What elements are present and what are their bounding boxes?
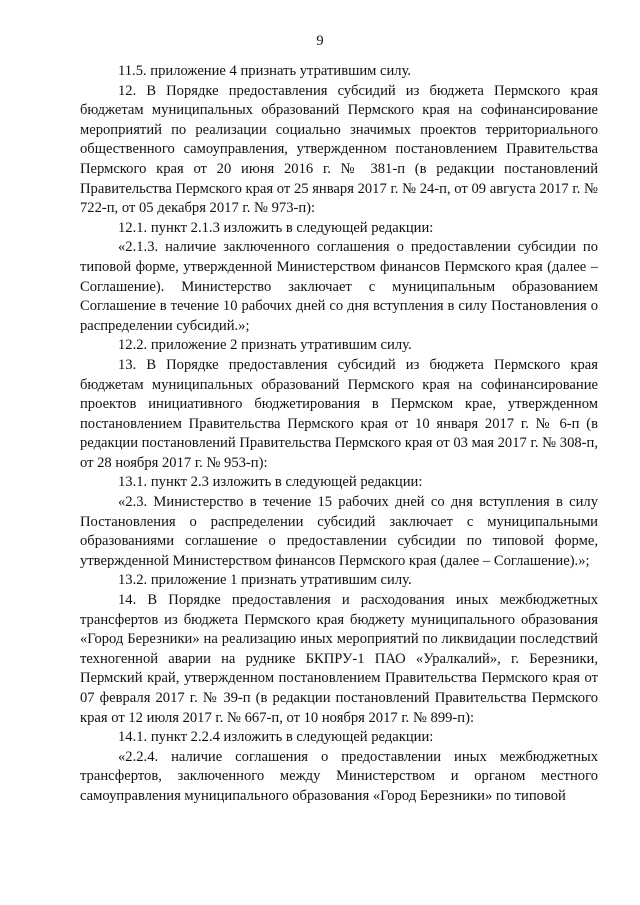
document-body: [80, 62, 598, 807]
paragraph-13-2: 13.2. приложение 1 признать утратившим силу.: [118, 572, 412, 589]
paragraph-12-1: 12.1. пункт 2.1.3 изложить в следующей редакции:: [118, 219, 434, 236]
paragraph-13: 13. В Порядке предоставления субсидий из бюджета Пермского края бюджетам муниципальных образований Пермского края на софинансирование проектов инициативного бюджетирования в Пермском крае, утвержденном постановлением Правительства Пермского края от 10 января 2017 г. № 6-п (в редакции постановлений Правительства Пермского края от 03 мая 2017 г. № 308-п, от 28 ноября 2017 г. № 953-п):: [80, 356, 598, 471]
paragraph-14-1: 14.1. пункт 2.2.4 изложить в следующей редакции:: [118, 729, 434, 746]
paragraph-2-3: «2.3. Министерство в течение 15 рабочих дней со дня вступления в силу Постановления о распределении субсидий заключает с муниципальными образованиями соглашение о предоставлении субсидии по типовой форме, утвержденной Министерством финансов Пермского края (далее – Соглашение).»;: [80, 494, 598, 569]
paragraph-11-5: 11.5. приложение 4 признать утратившим силу.: [118, 63, 412, 79]
page-number: 9: [316, 33, 324, 49]
paragraph-2-1-3: «2.1.3. наличие заключенного соглашения о предоставлении субсидии по типовой форме, утвержденной Министерством финансов Пермского края (далее – Соглашение). Министерство заключает с муниципальным образованием Соглашение в течение 10 рабочих дней со дня вступления в силу Постановления о распределении субсидий.»;: [80, 239, 598, 334]
paragraph-13-1: 13.1. пункт 2.3 изложить в следующей редакции:: [118, 474, 423, 491]
paragraph-12-2: 12.2. приложение 2 признать утратившим силу.: [118, 337, 412, 354]
paragraph-12: 12. В Порядке предоставления субсидий из бюджета Пермского края бюджетам муниципальных образований Пермского края на софинансирование мероприятий по реализации социально значимых проектов территориального общественного самоуправления, утвержденном постановлением Правительства Пермского края от 20 июня 2016 г. № 381-п (в редакции постановлений Правительства Пермского края от 25 января 2017 г. № 24-п, от 09 августа 2017 г. № 722-п, от 05 декабря 2017 г. № 973-п):: [80, 82, 598, 217]
paragraph-14: 14. В Порядке предоставления и расходования иных межбюджетных трансфертов из бюджета Пермского края бюджету муниципального образования «Город Березники» на реализацию иных мероприятий по ликвидации последствий техногенной аварии на руднике БКПРУ-1 ПАО «Уралкалий», г. Березники, Пермский край, утвержденном постановлением Правительства Пермского края от 07 февраля 2017 г. № 39-п (в редакции постановлений Правительства Пермского края от 12 июля 2017 г. № 667-п, от 10 ноября 2017 г. № 899-п):: [80, 592, 598, 726]
paragraph-2-2-4: «2.2.4. наличие соглашения о предоставлении иных межбюджетных трансфертов, заключенного между Министерством и органом местного самоуправления муниципального образования «Город Березники» по типовой: [80, 748, 598, 804]
